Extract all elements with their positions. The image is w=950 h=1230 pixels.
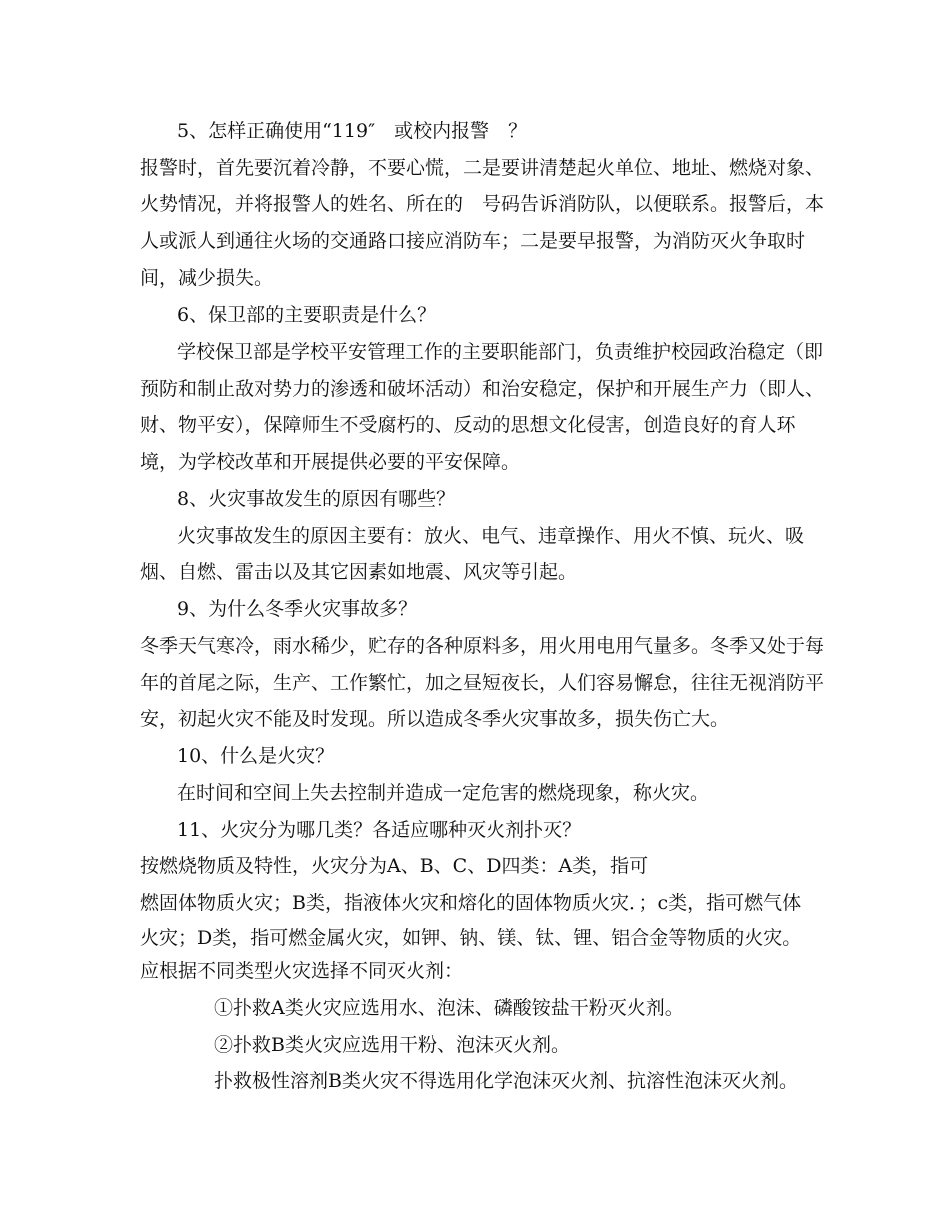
extinguisher-item: ①扑救A类火灾应选用水、泡沫、磷酸铵盐干粉灭火剂。 (214, 997, 684, 1019)
answer-5-line: 人或派人到通往火场的交通路口接应消防车；二是要早报警，为消防灭火争取时 (140, 230, 806, 252)
answer-8-line: 烟、自燃、雷击以及其它因素如地震、风灾等引起。 (140, 561, 578, 583)
answer-6-line: 预防和制止敌对势力的渗透和破坏活动）和治安稳定，保护和开展生产力（即人、 (140, 378, 825, 400)
answer-9-line: 安，初起火灾不能及时发现。所以造成冬季火灾事故多，损失伤亡大。 (140, 708, 730, 730)
answer-11-line: 按燃烧物质及特性，火灾分为A、B、C、D四类：A类，指可 (140, 855, 649, 877)
answer-10-line: 在时间和空间上失去控制并造成一定危害的燃烧现象，称火灾。 (177, 782, 710, 804)
answer-11-line: 应根据不同类型火灾选择不同灭火剂： (140, 960, 464, 982)
answer-5-line: 火势情况，并将报警人的姓名、所在的 号码告诉消防队，以便联系。报警后，本 (140, 193, 825, 215)
question-9-heading: 9、为什么冬季火灾事故多？ (177, 598, 418, 620)
answer-5-line: 报警时，首先要沉着冷静，不要心慌，二是要讲清楚起火单位、地址、燃烧对象、 (140, 157, 825, 179)
extinguisher-item: 扑救极性溶剂B类火灾不得选用化学泡沫灭火剂、抗溶性泡沫灭火剂。 (214, 1070, 798, 1092)
question-6-heading: 6、保卫部的主要职责是什么？ (177, 304, 437, 326)
extinguisher-item: ②扑救B类火灾应选用干粉、泡沫灭火剂。 (214, 1034, 570, 1056)
answer-6-line: 境，为学校改革和开展提供必要的平安保障。 (140, 451, 521, 473)
question-5-heading: 5、怎样正确使用“119″ 或校内报警 ？ (177, 120, 528, 142)
answer-8-line: 火灾事故发生的原因主要有：放火、电气、违章操作、用火不慎、玩火、吸 (177, 525, 805, 547)
answer-6-line: 学校保卫部是学校平安管理工作的主要职能部门，负责维护校园政治稳定（即 (177, 341, 824, 363)
question-11-heading: 11、火灾分为哪几类？各适应哪种灭火剂扑灭？ (177, 819, 582, 841)
answer-11-line: 火灾；D类，指可燃金属火灾，如钾、钠、镁、钛、锂、铝合金等物质的火灾。 (140, 927, 802, 949)
answer-9-line: 冬季天气寒冷，雨水稀少，贮存的各种原料多，用火用电用气量多。冬季又处于每 (140, 635, 825, 657)
question-10-heading: 10、什么是火灾？ (177, 745, 335, 767)
answer-9-line: 年的首尾之际，生产、工作繁忙，加之昼短夜长，人们容易懈怠，往往无视消防平 (140, 672, 825, 694)
answer-6-line: 财、物平安），保障师生不受腐朽的、反动的思想文化侵害，创造良好的育人环 (140, 414, 796, 436)
answer-5-line: 间，减少损失。 (140, 267, 274, 289)
answer-11-line: 燃固体物质火灾；B类，指液体火灾和熔化的固体物质火灾．；c类，指可燃气体 (140, 892, 802, 914)
question-8-heading: 8、火灾事故发生的原因有哪些？ (177, 488, 456, 510)
